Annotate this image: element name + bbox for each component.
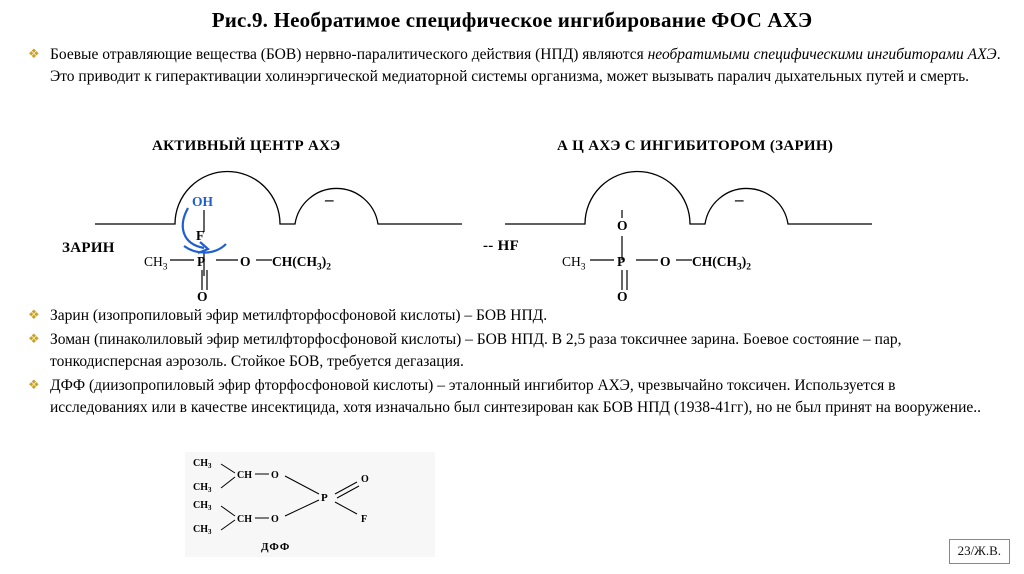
intro-text-italic: необратимыми специфическими ингибиторами АХЭ <box>647 46 997 63</box>
list-item <box>28 329 988 373</box>
svg-text:O: O <box>271 514 279 525</box>
diagram-right-heading: А Ц АХЭ С ИНГИБИТОРОМ (ЗАРИН) <box>557 138 834 154</box>
left-isopropyl: $CH(CH_3)_2$ <box>272 254 331 273</box>
bullet-marker-icon: ❖ <box>28 46 40 61</box>
svg-text:CH: CH <box>237 470 252 481</box>
left-ch3: $CH_3$ <box>144 254 168 273</box>
list-item-text: Зоман (пинаколиловый эфир метилфторфосфоновой кислоты) – БОВ НПД. В 2,5 раза токсичнее зарина. Боевое состояние – пар, тонкодисперсная аэрозоль. Стойкое БОВ, требуется дегазация. <box>50 331 902 370</box>
diagram-left-heading: АКТИВНЫЙ ЦЕНТР АХЭ <box>152 138 341 154</box>
svg-text:O: O <box>361 474 369 485</box>
list-item <box>28 305 988 327</box>
dff-formula-svg <box>185 452 435 557</box>
left-p: P <box>197 254 206 269</box>
intro-block <box>28 44 1008 90</box>
svg-text:CH3: $CH_3$ <box>193 482 212 494</box>
right-ch3: $CH_3$ <box>562 254 586 273</box>
svg-text:P: P <box>321 492 328 504</box>
intro-bullet <box>28 44 1008 88</box>
agents-list <box>28 305 988 421</box>
svg-text:CH3: $CH_3$ <box>193 458 212 470</box>
svg-text:CH: CH <box>237 514 252 525</box>
right-o-double: O <box>617 289 628 304</box>
reaction-arrow-label: -- HF <box>483 238 520 254</box>
svg-text:ДФФ: ДФФ <box>261 541 291 553</box>
intro-text-part2: . Это приводит к гиперактивации холинэргической медиаторной системы организма, может вызывать паралич дыхательных путей и смерть. <box>50 46 1001 85</box>
bullet-marker-icon: ❖ <box>28 331 40 346</box>
slide-footer: 23/Ж.В. <box>949 539 1010 564</box>
intro-text-part1: Боевые отравляющие вещества (БОВ) нервно-паралитического действия (НПД) являются <box>50 46 648 63</box>
list-item-text: Зарин (изопропиловый эфир метилфторфосфоновой кислоты) – БОВ НПД. <box>50 307 548 324</box>
left-oh-label: OH <box>192 194 214 209</box>
right-anionic-minus: – <box>735 190 744 209</box>
left-anionic-minus: – <box>325 190 334 209</box>
bullet-marker-icon: ❖ <box>28 307 40 322</box>
svg-text:F: F <box>361 514 368 525</box>
left-o-double: O <box>197 289 208 304</box>
left-f-label: F <box>196 228 205 243</box>
right-isopropyl: $CH(CH_3)_2$ <box>692 254 751 273</box>
sarin-label: ЗАРИН <box>62 240 115 256</box>
left-o-link: O <box>240 254 251 269</box>
right-o-link: O <box>660 254 671 269</box>
page-title: Рис.9. Необратимое специфическое ингибирование ФОС АХЭ <box>211 8 813 32</box>
list-item <box>28 375 988 419</box>
svg-text:O: O <box>271 470 279 481</box>
list-item-text: ДФФ (диизопропиловый эфир фторфосфоновой кислоты) – эталонный ингибитор АХЭ, чрезвычайно токсичен. Используется в исследованиях или в качестве инсектицида, хотя изначально был синтезирован как БОВ НПД (1938-41гг), но не был принят на вооружение.. <box>50 377 982 416</box>
reaction-diagram <box>0 128 1024 303</box>
right-o-top: O <box>617 218 628 233</box>
svg-text:CH3: $CH_3$ <box>193 524 212 536</box>
dff-formula <box>185 452 435 557</box>
right-p: P <box>617 254 626 269</box>
bullet-marker-icon: ❖ <box>28 377 40 392</box>
svg-text:CH3: $CH_3$ <box>193 500 212 512</box>
